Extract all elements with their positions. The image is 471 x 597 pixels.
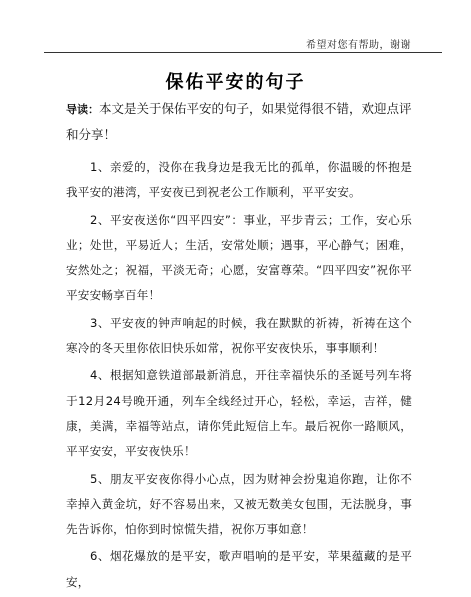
header-note: 希望对您有帮助，谢谢 <box>306 40 411 51</box>
header-divider <box>44 52 442 53</box>
body-paragraph: 1、亲爱的，没你在我身边是我无比的孤单，你温暖的怀抱是我平安的港湾，平安夜已到祝老公工作顺利，平平安安。 <box>66 160 412 200</box>
document-body <box>66 96 412 597</box>
intro-text: 本文是关于保佑平安的句子，如果觉得很不错，欢迎点评和分享！ <box>66 101 412 142</box>
intro-label: 导读： <box>66 103 99 116</box>
body-paragraph: 6、烟花爆放的是平安，歌声唱响的是平安，苹果蕴藏的是平安， <box>66 549 412 589</box>
page-title: 保佑平安的句子 <box>165 72 306 93</box>
body-paragraph: 2、平安夜送你“四平四安”：事业，平步青云；工作，安心乐业；处世，平易近人；生活，安常处顺；遇事，平心静气；困难，安然处之；祝福，平淡无奇；心愿，安富尊荣。“四平四安”祝你平平安安畅享百年！ <box>66 212 412 303</box>
body-paragraph: 4、根据知意铁道部最新消息，开往幸福快乐的圣诞号列车将于12月24号晚开通，列车全线经过开心，轻松，幸运，吉祥，健康，美满，幸福等站点，请你凭此短信上车。最后祝你一路顺风，平平安安，平安夜快乐！ <box>66 368 412 459</box>
body-paragraph: 3、平安夜的钟声响起的时候，我在默默的祈祷，祈祷在这个寒冷的冬天里你依旧快乐如常，祝你平安夜快乐，事事顺利！ <box>66 315 412 356</box>
intro-paragraph <box>66 96 412 147</box>
body-paragraph: 5、朋友平安夜你得小心点，因为财神会扮鬼追你跑，让你不幸掉入黄金坑，好不容易出来，又被无数美女包围，无法脱身，事先告诉你，怕你到时惊慌失措，祝你万事如意！ <box>66 471 412 537</box>
